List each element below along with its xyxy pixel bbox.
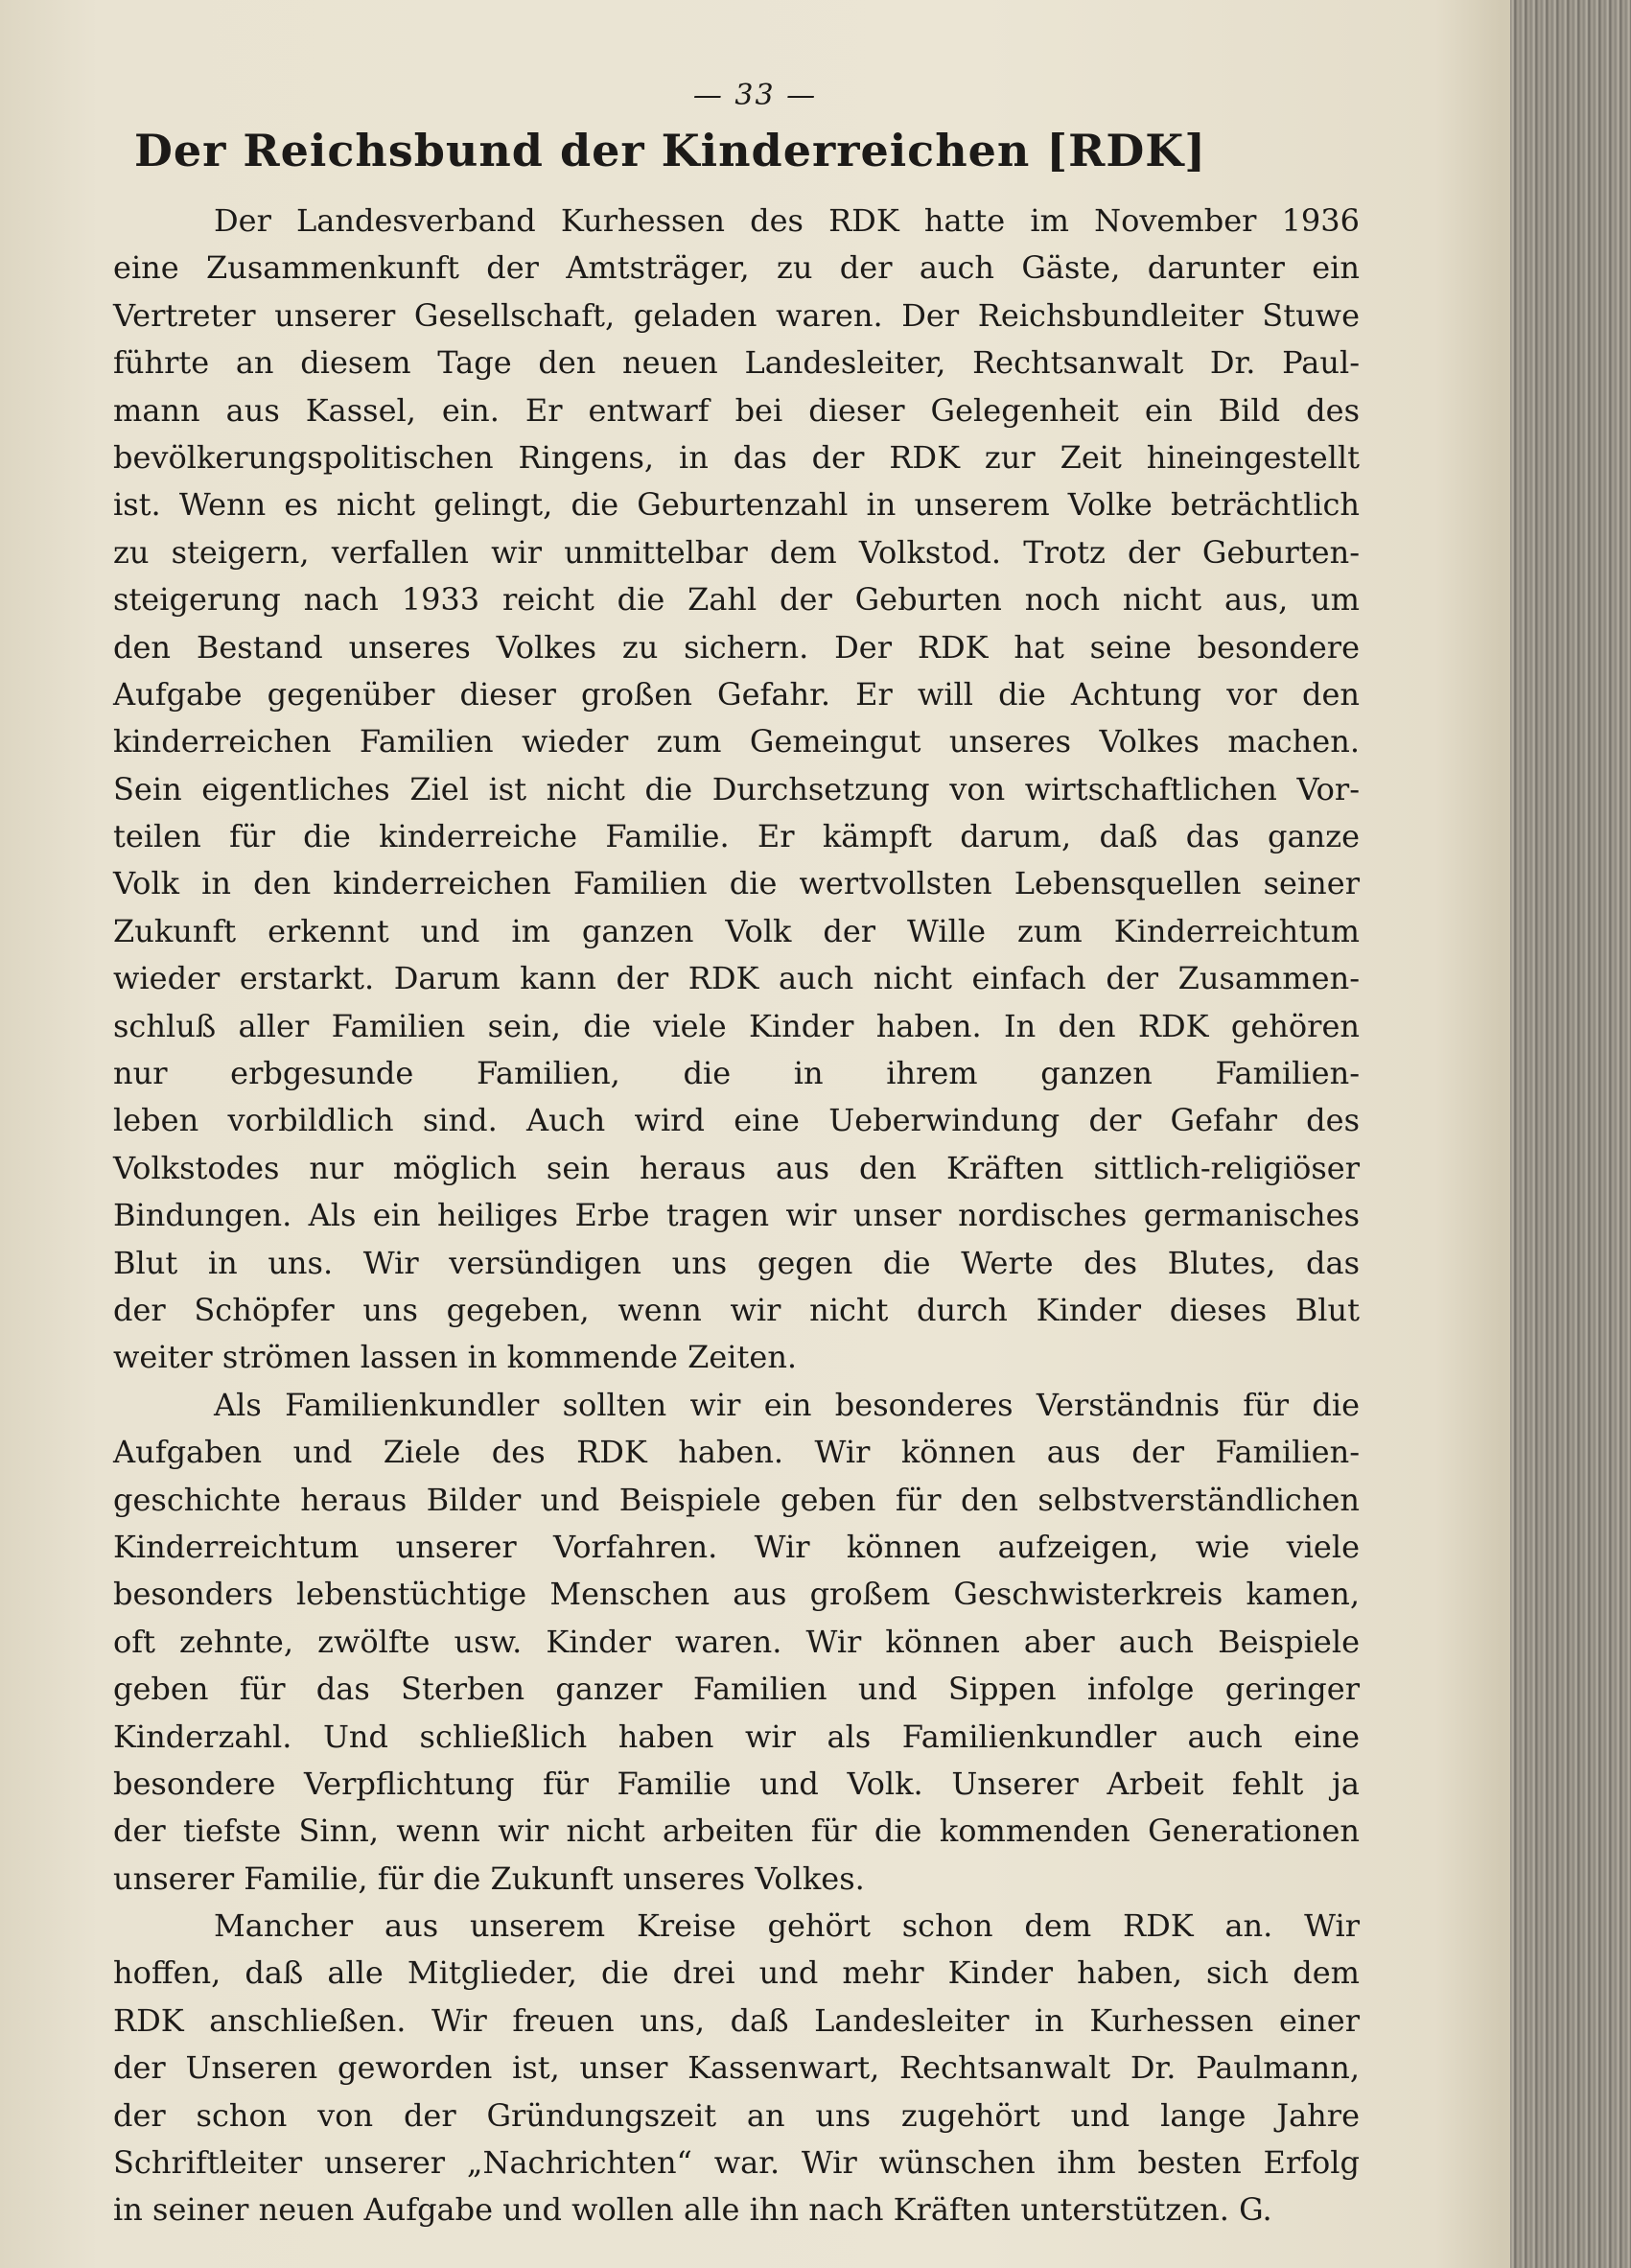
paragraph [113, 198, 1360, 1382]
article-title: Der Reichsbund der Kinderreichen [RDK] [134, 125, 1206, 176]
article-body [113, 198, 1360, 2234]
text-line: unserer Familie, für die Zukunft unseres Volkes. [113, 1859, 865, 1897]
paragraph [113, 1382, 1360, 1903]
text-line: Als Familienkundler sollten wir ein besonderes Verständnis für die [214, 1386, 1360, 1423]
text-line: Bindungen. Als ein heiliges Erbe tragen wir unser nordisches germanisches [113, 1197, 1360, 1234]
text-line: Kinderreichtum unserer Vorfahren. Wir können aufzeigen, wie viele [113, 1528, 1360, 1565]
text-line: Volkstodes nur möglich sein heraus aus den Kräften sittlich-religiöser [113, 1149, 1360, 1186]
text-line: weiter strömen lassen in kommende Zeiten. [113, 1339, 798, 1376]
text-line: der schon von der Gründungszeit an uns zugehört und lange Jahre [113, 2096, 1360, 2134]
text-line: ist. Wenn es nicht gelingt, die Geburtenzahl in unserem Volke beträchtlich [113, 486, 1360, 524]
text-line: Volk in den kinderreichen Familien die wertvollsten Lebensquellen seiner [113, 865, 1360, 902]
text-line: Sein eigentliches Ziel ist nicht die Durchsetzung von wirtschaftlichen Vor- [113, 770, 1360, 807]
text-line: Der Landesverband Kurhessen des RDK hatte im November 1936 [214, 202, 1360, 239]
text-line: zu steigern, verfallen wir unmittelbar dem Volkstod. Trotz der Geburten- [113, 533, 1360, 571]
text-line: Vertreter unserer Gesellschaft, geladen waren. Der Reichsbundleiter Stuwe [113, 296, 1360, 334]
text-line: besonders lebenstüchtige Menschen aus großem Geschwisterkreis kamen, [113, 1576, 1360, 1613]
text-line: führte an diesem Tage den neuen Landesleiter, Rechtsanwalt Dr. Paul- [113, 344, 1360, 382]
text-line: der tiefste Sinn, wenn wir nicht arbeiten für die kommenden Generationen [113, 1812, 1360, 1850]
text-line: RDK anschließen. Wir freuen uns, daß Landesleiter in Kurhessen einer [113, 2001, 1360, 2039]
text-line: Blut in uns. Wir versündigen uns gegen die Werte des Blutes, das [113, 1244, 1360, 1281]
paragraph [113, 1903, 1360, 2234]
text-line: geschichte heraus Bilder und Beispiele geben für den selbstverständlichen [113, 1481, 1360, 1518]
text-line: wieder erstarkt. Darum kann der RDK auch nicht einfach der Zusammen- [113, 960, 1360, 997]
text-line: oft zehnte, zwölfte usw. Kinder waren. Wir können aber auch Beispiele [113, 1623, 1360, 1660]
text-line: den Bestand unseres Volkes zu sichern. Der RDK hat seine besondere [113, 628, 1360, 666]
text-line: der Unseren geworden ist, unser Kassenwart, Rechtsanwalt Dr. Paulmann, [113, 2049, 1360, 2087]
text-line: Schriftleiter unserer „Nachrichten“ war. Wir wünschen ihm besten Erfolg [113, 2144, 1360, 2182]
text-line: der Schöpfer uns gegeben, wenn wir nicht durch Kinder dieses Blut [113, 1291, 1360, 1328]
page-number: — 33 — [692, 79, 818, 112]
text-line: besondere Verpflichtung für Familie und Volk. Unserer Arbeit fehlt ja [113, 1765, 1360, 1802]
text-line: steigerung nach 1933 reicht die Zahl der Geburten noch nicht aus, um [113, 581, 1360, 619]
text-line: Aufgaben und Ziele des RDK haben. Wir können aus der Familien- [113, 1434, 1360, 1471]
text-line: Kinderzahl. Und schließlich haben wir als Familienkundler auch eine [113, 1718, 1360, 1755]
text-line: bevölkerungspolitischen Ringens, in das der RDK zur Zeit hineingestellt [113, 438, 1360, 476]
text-line: eine Zusammenkunft der Amtsträger, zu der auch Gäste, darunter ein [113, 249, 1360, 287]
text-line: kinderreichen Familien wieder zum Gemeingut unseres Volkes machen. [113, 723, 1360, 760]
book-page-edges [1510, 0, 1631, 2268]
text-line: nur erbgesunde Familien, die in ihrem ganzen Familien- [113, 1055, 1360, 1092]
text-line: Aufgabe gegenüber dieser großen Gefahr. Er will die Achtung vor den [113, 675, 1360, 713]
text-line: hoffen, daß alle Mitglieder, die drei und mehr Kinder haben, sich dem [113, 1954, 1360, 1992]
text-line: teilen für die kinderreiche Familie. Er kämpft darum, daß das ganze [113, 818, 1360, 855]
text-line: Mancher aus unserem Kreise gehört schon dem RDK an. Wir [214, 1907, 1360, 1945]
text-line: geben für das Sterben ganzer Familien und Sippen infolge geringer [113, 1671, 1360, 1708]
text-line: mann aus Kassel, ein. Er entwarf bei dieser Gelegenheit ein Bild des [113, 391, 1360, 429]
text-line: Zukunft erkennt und im ganzen Volk der Wille zum Kinderreichtum [113, 912, 1360, 949]
text-line: schluß aller Familien sein, die viele Kinder haben. In den RDK gehören [113, 1007, 1360, 1044]
text-line: leben vorbildlich sind. Auch wird eine Ueberwindung der Gefahr des [113, 1102, 1360, 1139]
text-line: in seiner neuen Aufgabe und wollen alle ihn nach Kräften unterstützen. G. [113, 2191, 1272, 2229]
